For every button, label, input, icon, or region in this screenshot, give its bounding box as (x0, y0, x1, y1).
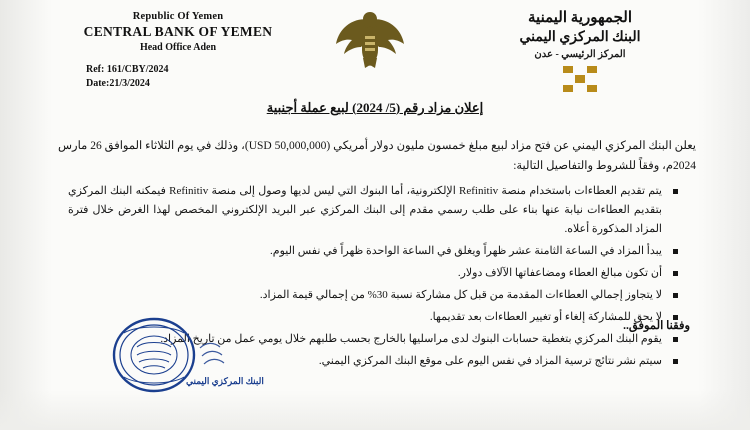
header-country-name-en: Republic Of Yemen (132, 11, 224, 22)
yemen-eagle-emblem-icon (332, 8, 408, 70)
header-country-name-ar: الجمهورية اليمنية (528, 10, 632, 26)
header-office-ar: المركز الرئيسي - عدن (534, 49, 626, 60)
kufi-ornament-icon (462, 66, 698, 92)
list-item: يبدأ المزاد في الساعة الثامنة عشر ظهراً ويغلق في الساعة الواحدة ظهراً في نفس اليوم. (68, 242, 678, 261)
closing-phrase: وفقنا الموفق.. (623, 320, 690, 332)
header-bank-name-ar: البنك المركزي اليمني (519, 30, 641, 45)
list-item: يتم تقديم العطاءات باستخدام منصة Refinitiv الإلكترونية، أما البنوك التي ليس لديها وصول إلى منصة Refinitiv فيمكنه البنك المركزي بتقديم العطاءات نيابة عنها بناء على طلب رسمي مقدم إلى البنك المركزي عبر البريد الإلكتروني المخصص لهذا الغرض خلال فترة المزاد المذكورة أعلاه. (68, 182, 678, 239)
header-reference-number: Ref: 161/CBY/2024 (86, 64, 169, 75)
list-item: أن تكون مبالغ العطاء ومضاعفاتها الآلاف دولار. (68, 264, 678, 283)
document-title: إعلان مزاد رقم (5/ 2024) لبيع عملة أجنبية (266, 100, 484, 115)
list-item: يقوم البنك المركزي بتغطية حسابات البنوك لدى مراسليها بالخارج بحسب طلبهم خلال يومي عمل من تاريخ المزاد. (68, 330, 678, 349)
list-item: لا يتجاوز إجمالي العطاءات المقدمة من قبل كل مشاركة نسبة 30% من إجمالي قيمة المزاد. (68, 286, 678, 305)
document-header (0, 0, 750, 96)
list-item: لا يحق للمشاركة إلغاء أو تغيير العطاءات بعد تقديمها. (68, 308, 678, 327)
intro-paragraph: يعلن البنك المركزي اليمني عن فتح مزاد لبيع مبلغ خمسون مليون دولار أمريكي (50,000,000 USD)، وذلك في يوم الثلاثاء الموافق 26 مارس 2024م، وفقاً للشروط والتفاصيل التالية: (58, 139, 696, 172)
header-english-block (58, 10, 298, 91)
header-bank-name-en: CENTRAL BANK OF YEMEN (83, 24, 273, 39)
seal-label: البنك المركزي اليمني (186, 376, 264, 386)
header-date: Date:21/3/2024 (86, 78, 150, 89)
header-arabic-block (462, 8, 698, 92)
header-office-en: Head Office Aden (139, 42, 217, 53)
list-item: سيتم نشر نتائج ترسية المزاد في نفس اليوم على موقع البنك المركزي اليمني. (68, 352, 678, 371)
